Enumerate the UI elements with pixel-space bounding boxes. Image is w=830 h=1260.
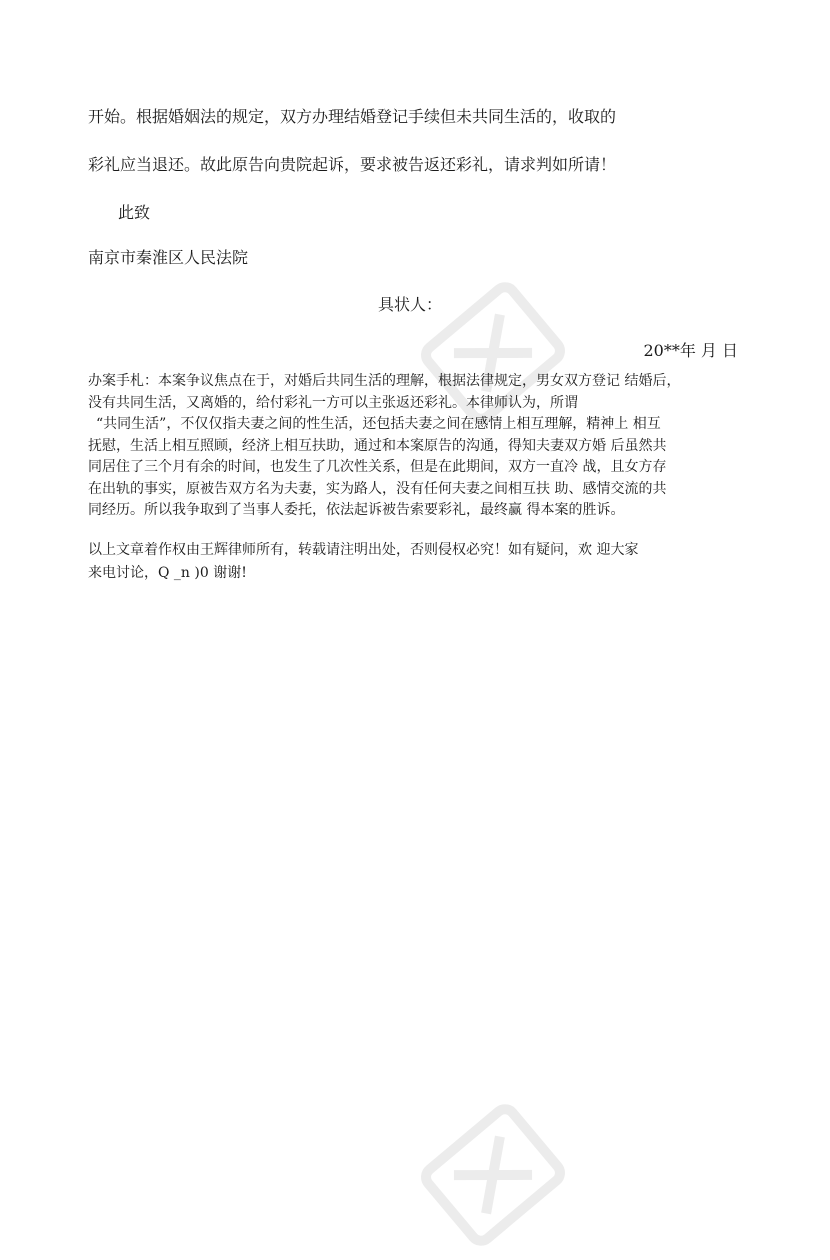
- date-line: 20**年 月 日: [643, 341, 738, 360]
- notes-line: 同经历。所以我争取到了当事人委托，依法起诉被告索要彩礼，最终赢 得本案的胜诉。: [88, 502, 625, 518]
- letter-line-1: 开始。根据婚姻法的规定，双方办理结婚登记手续但未共同生活的，收取的: [88, 107, 617, 126]
- notes-line: 办案手札：本案争议焦点在于，对婚后共同生活的理解，根据法律规定，男女双方登记 结婚后，: [88, 373, 681, 389]
- copyright-line-1: 以上文章着作权由王辉律师所有，转载请注明出处，否则侵权必究！如有疑问，欢 迎大家: [88, 542, 639, 558]
- notes-line: 抚慰，生活上相互照顾，经济上相互扶助，通过和本案原告的沟通，得知夫妻双方婚 后虽然共: [88, 437, 667, 454]
- signer-label: 具状人：: [378, 295, 443, 314]
- notes-line: “共同生活”，不仅仅指夫妻之间的性生活，还包括夫妻之间在感情上相互理解，精神上 相互: [96, 416, 661, 432]
- copyright-notice: [88, 539, 748, 585]
- copyright-line-2: 来电讨论，Q _n )0 谢谢!: [88, 565, 247, 581]
- salutation: 此致: [118, 203, 151, 222]
- watermark-icon: [408, 1090, 578, 1260]
- notes-line: 同居住了三个月有余的时间，也发生了几次性关系，但是在此期间，双方一直冷 战，且女方存: [88, 459, 667, 475]
- notes-line: 在出轨的事实，原被告双方名为夫妻，实为路人，没有任何夫妻之间相互扶 助、感情交流的共: [88, 480, 667, 497]
- case-notes: [88, 371, 748, 522]
- court-name: 南京市秦淮区人民法院: [88, 248, 249, 267]
- notes-line: 没有共同生活，又离婚的，给付彩礼一方可以主张返还彩礼。本律师认为，所谓: [88, 394, 578, 411]
- letter-line-2: 彩礼应当退还。故此原告向贵院起诉，要求被告返还彩礼，请求判如所请！: [88, 155, 617, 174]
